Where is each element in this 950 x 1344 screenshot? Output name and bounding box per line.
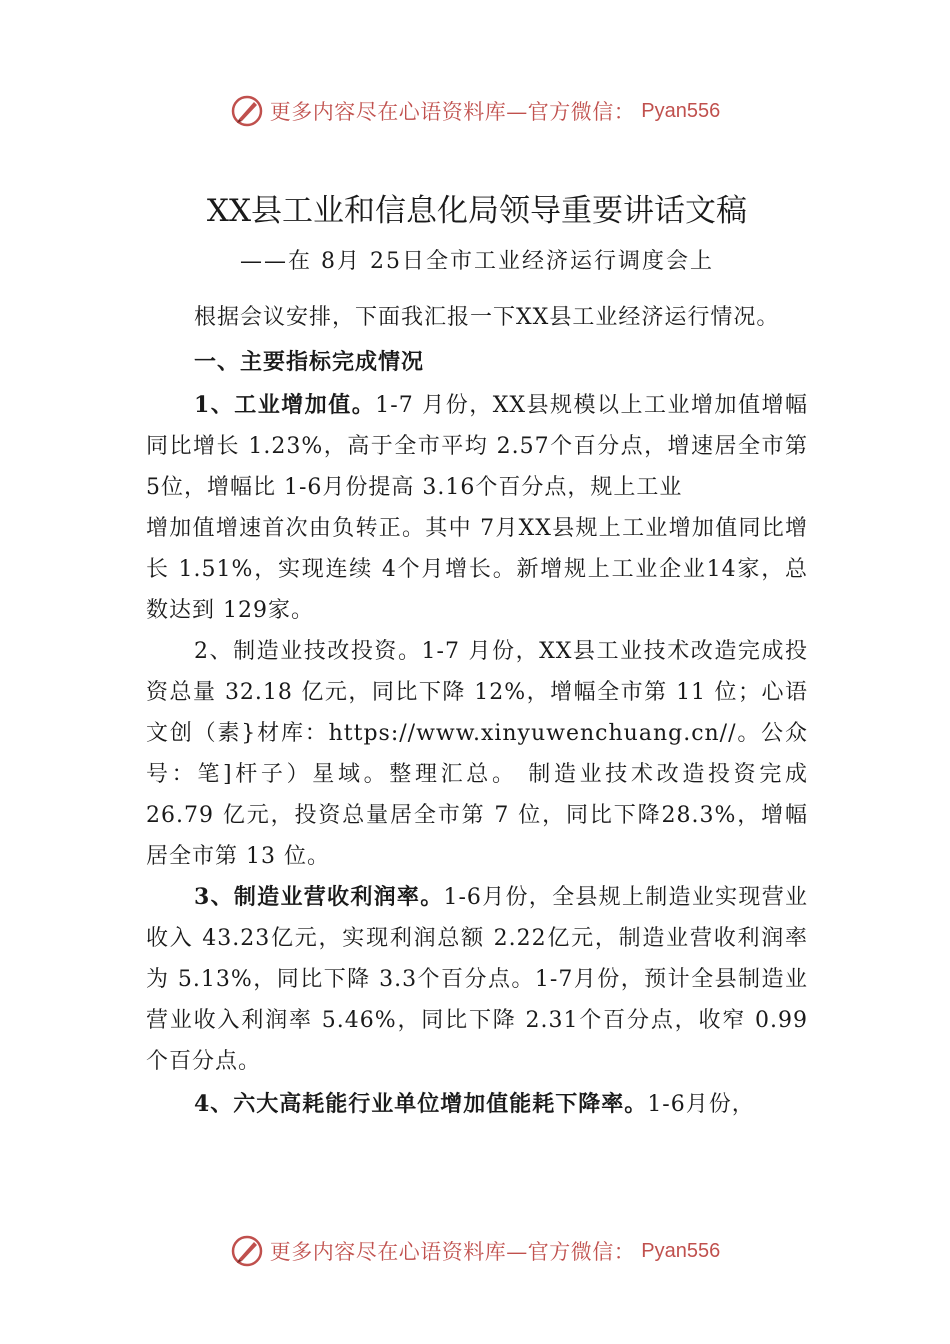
paragraph-1-text: 1-7 月份，XX县规模以上工业增加值增幅同比增长 1.23%，高于全市平均 2.57个百分点，增速居全市第 5位，增幅比 1-6月份提高 3.16个百分点，规上工业 [146, 393, 809, 500]
watermark-text: 更多内容尽在心语资料库—官方微信： [269, 1240, 636, 1264]
paragraph-1 [146, 385, 808, 508]
paragraph-1-continued: 增加值增速首次由负转正。其中 7月XX县规上工业增加值同比增长 1.51%，实现连续 4个月增长。新增规上工业企业14家，总数达到 129家。 [146, 516, 808, 623]
paragraph-2: 2、制造业技改投资。1-7 月份，XX县工业技术改造完成投资总量 32.18 亿元，同比下降 12%，增幅全市第 11 位；心语文创（素}材库：https://www.xinyuwenchuang.cn//。公众号：笔]杆子）星域。整理汇总。 制造业技术改造投资完成 26.79 亿元，投资总量居全市第 7 位，同比下降28.3%，增幅居全市第 13 位。 [146, 639, 808, 869]
paragraph-3-text: 1-6月份，全县规上制造业实现营业收入 43.23亿元，实现利润总额 2.22亿元，制造业营收利润率为 5.13%，同比下降 3.3个百分点。1-7月份，预计全县制造业营业收入利润率 5.46%，同比下降 2.31个百分点，收窄 0.99个百分点。 [146, 885, 808, 1074]
intro-paragraph: 根据会议安排，下面我汇报一下XX县工业经济运行情况。 [194, 305, 780, 330]
doc-subtitle: ——在 8月 25日全市工业经济运行调度会上 [240, 249, 714, 274]
paragraph-4-text: 1-6月份， [647, 1092, 755, 1117]
paragraph-1-heading: 1、工业增加值。 [194, 392, 376, 418]
paragraph-4-heading: 4、六大高耗能行业单位增加值能耗下降率。 [194, 1091, 648, 1117]
section-heading-1: 一、主要指标完成情况 [194, 349, 425, 375]
watermark-header [0, 94, 950, 128]
watermark-text: 更多内容尽在心语资料库—官方微信： [269, 100, 636, 124]
watermark-id: Pyan556 [641, 1239, 721, 1262]
watermark-footer [0, 1234, 950, 1268]
paragraph-3 [146, 877, 808, 1082]
doc-title: XX县工业和信息化局领导重要讲话文稿 [206, 193, 748, 229]
pen-logo-icon [230, 94, 264, 128]
document-body [146, 185, 808, 1125]
paragraph-4 [146, 1084, 808, 1125]
paragraph-3-heading: 3、制造业营收利润率。 [194, 884, 444, 910]
pen-logo-icon [230, 1234, 264, 1268]
watermark-id: Pyan556 [641, 99, 721, 122]
